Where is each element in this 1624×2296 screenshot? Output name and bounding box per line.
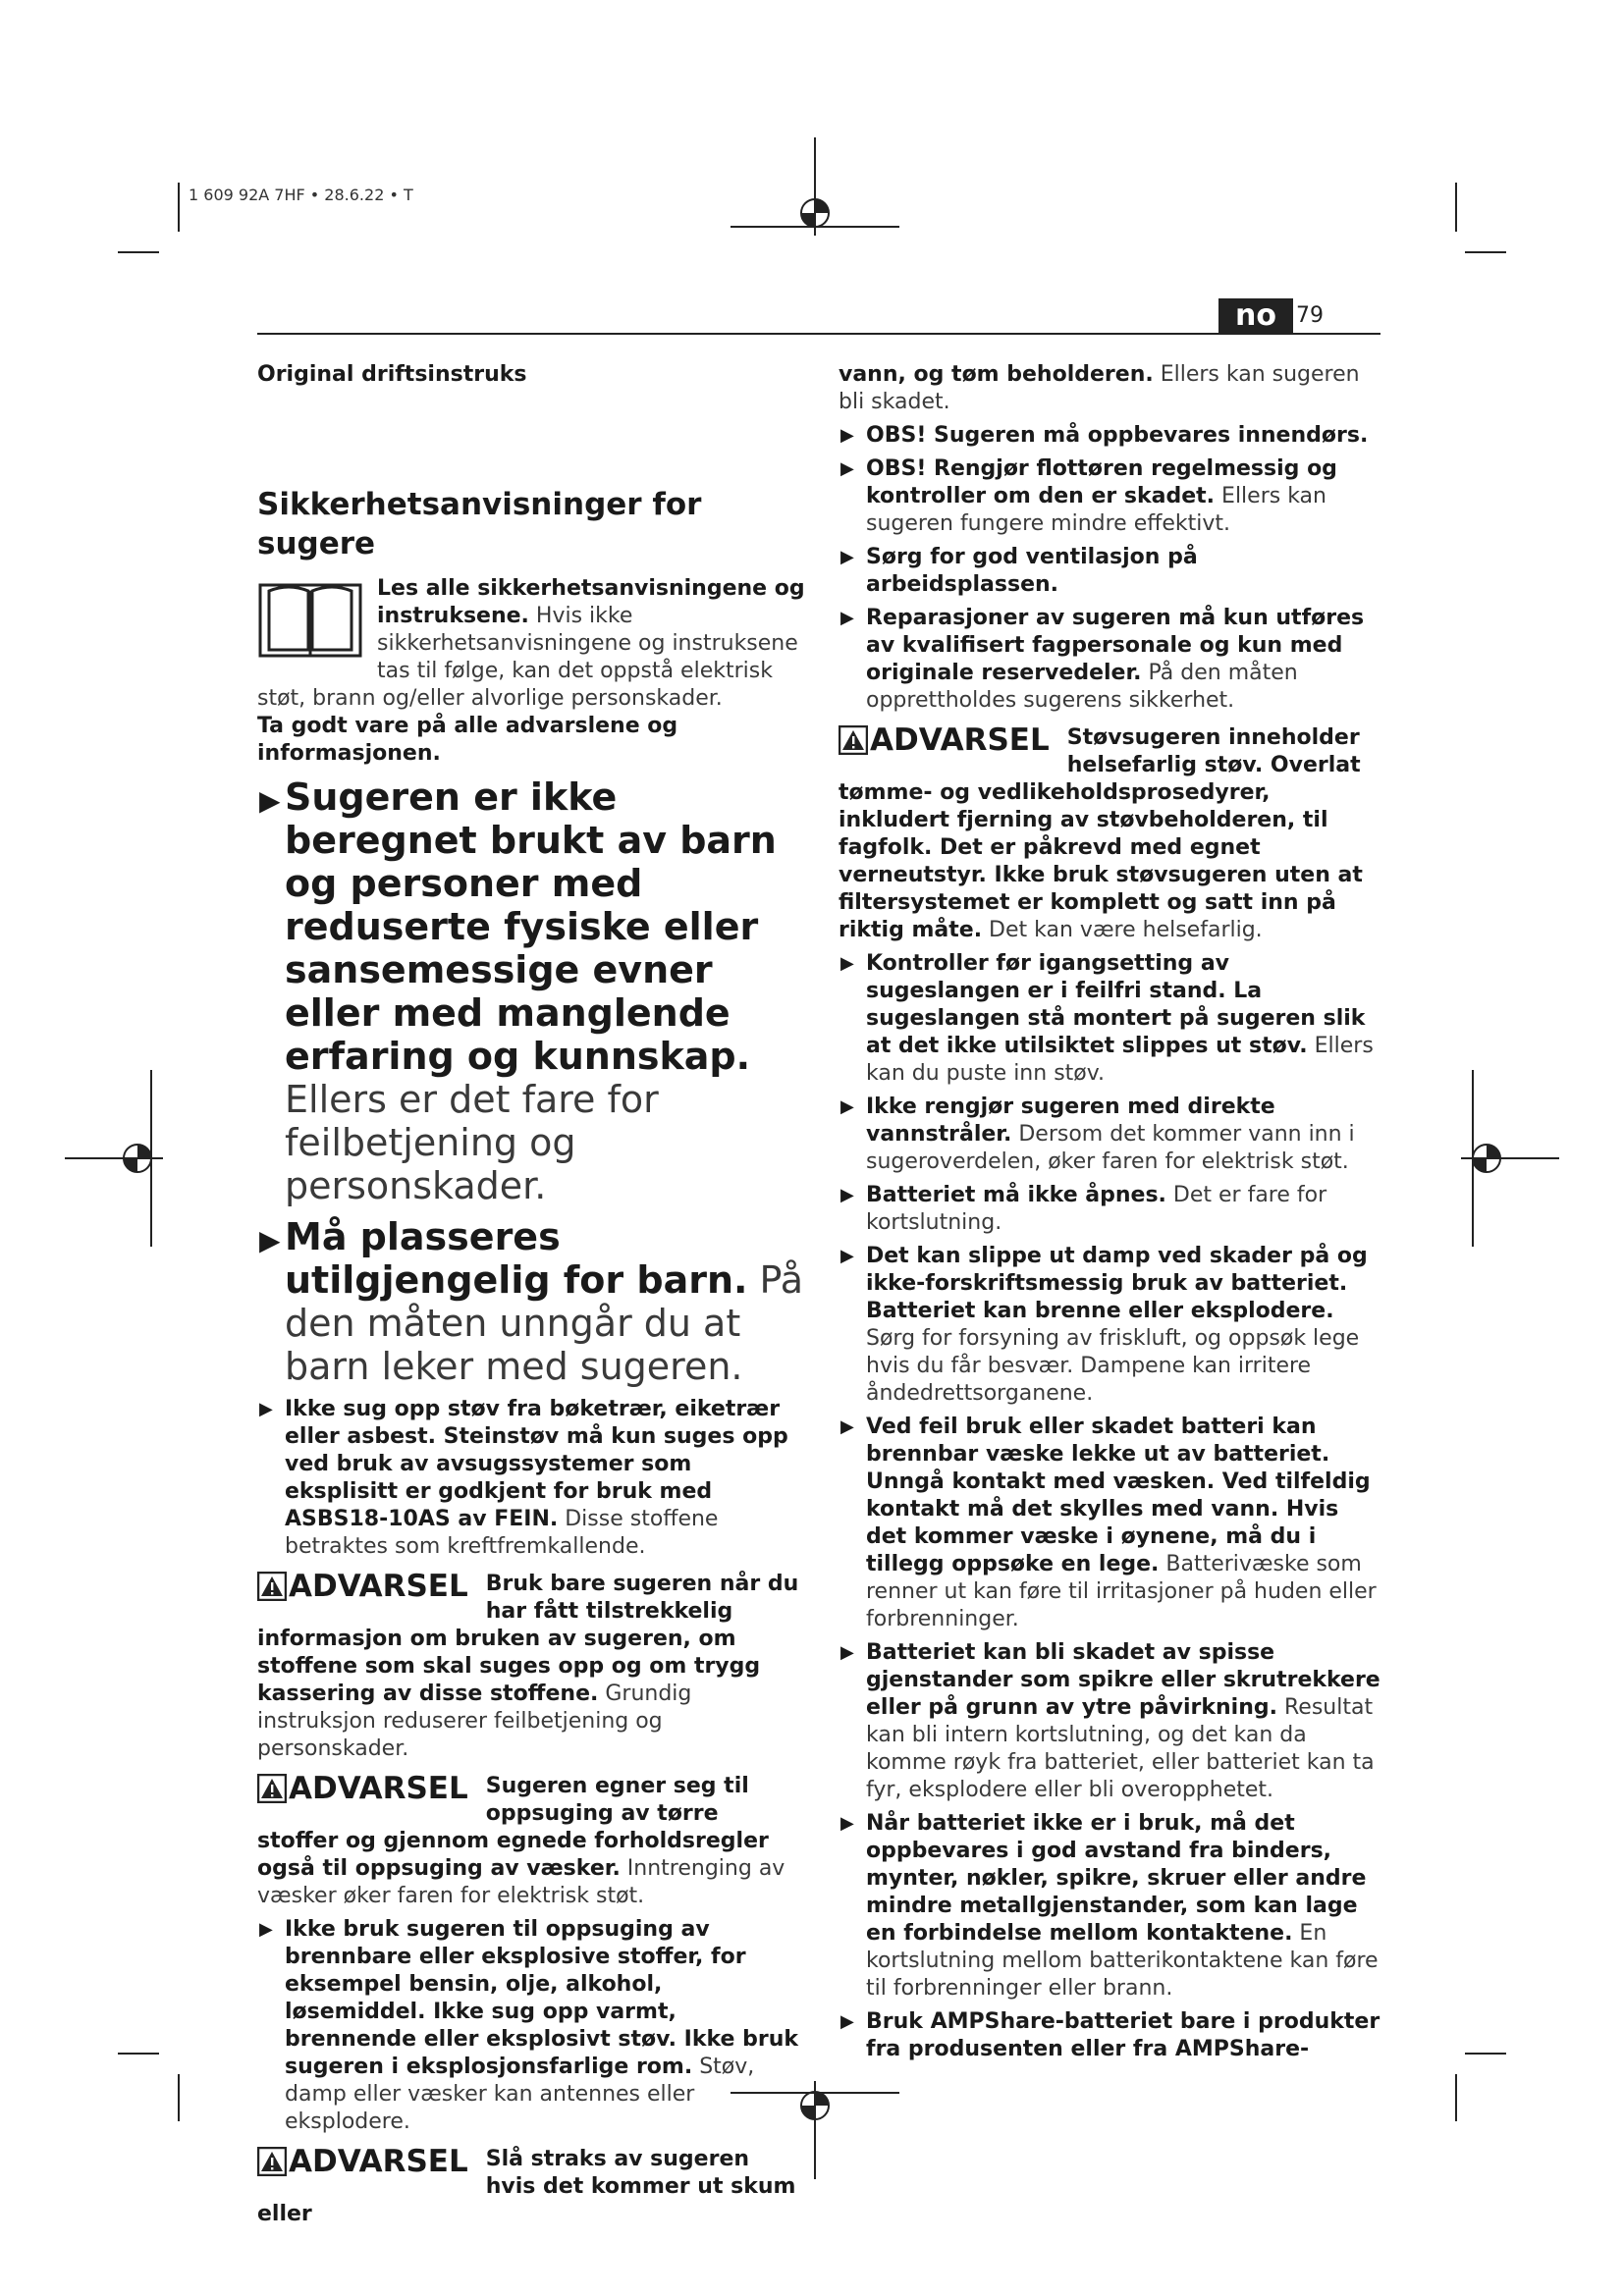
section-title: Sikkerhetsanvisninger for sugere xyxy=(257,487,702,561)
list-item: ▶ Ikke sug opp støv fra bøketrær, eiketrær eller asbest. Steinstøv må kun suges opp ved bruk av avsugssystemer som eksplisitt er godkjent for bruk med ASBS18-10AS av FEIN. Disse stoffene betraktes som kreftfremkallende. xyxy=(259,1397,788,1559)
document-label: Original driftsinstruks xyxy=(257,362,527,387)
list-item: ▶ Må plasseres utilgjengelig for barn. På den måten unngår du at barn leker med sugeren. xyxy=(259,1215,804,1388)
bullet-arrow-icon: ▶ xyxy=(840,953,854,974)
warning-label: ADVARSEL xyxy=(870,722,1050,758)
list-item: ▶ Ikke rengjør sugeren med direkte vannstråler. Dersom det kommer vann inn i sugeroverdelen, øker faren for elektrisk støt. xyxy=(840,1095,1355,1174)
warning-block: ADVARSEL Sugeren egner seg til oppsuging av tørre stoffer og gjennom egnede forholdsregler også til oppsuging av væsker. Inntrenging av væsker øker faren for elektrisk støt. xyxy=(257,1771,785,1908)
crop-mark xyxy=(178,183,180,232)
list-item: ▶ OBS! Sugeren må oppbevares innendørs. xyxy=(840,423,1369,448)
list-item: ▶ Ved feil bruk eller skadet batteri kan brennbar væske lekke ut av batteriet. Unngå kontakt med væsken. Ved tilfeldig kontakt må det skylles med vann. Hvis det kommer væske i øynene, må du i tillegg oppsøke en lege. Batterivæske som renner ut kan føre til irritasjoner på huden eller forbrenninger. xyxy=(840,1415,1377,1631)
crop-mark xyxy=(118,2053,159,2055)
bullet-arrow-icon: ▶ xyxy=(259,1399,273,1419)
warning-block: ADVARSEL Slå straks av sugeren hvis det kommer ut skum eller xyxy=(257,2144,796,2226)
list-item: ▶ Det kan slippe ut damp ved skader på og ikke-forskriftsmessig bruk av batteriet. Batteriet kan brenne eller eksplodere. Sørg for forsyning av friskluft, og oppsøk lege hvis du får besvær. Dampene kan irritere åndedrettsorganene. xyxy=(840,1244,1368,1406)
bullet-arrow-icon: ▶ xyxy=(840,1642,854,1663)
warning-triangle-icon xyxy=(257,1572,287,1601)
warning-triangle-icon xyxy=(257,2147,287,2176)
registration-mark-icon xyxy=(727,137,903,294)
registration-mark-icon xyxy=(1461,1070,1559,1247)
crop-mark xyxy=(1455,183,1457,232)
left-column xyxy=(257,361,805,2234)
bullet-arrow-icon: ▶ xyxy=(840,547,854,567)
bullet-arrow-icon: ▶ xyxy=(840,458,854,479)
language-badge: no xyxy=(1218,298,1293,334)
warning-label: ADVARSEL xyxy=(289,1771,468,1806)
right-column xyxy=(839,361,1386,2069)
bullet-arrow-icon: ▶ xyxy=(840,1096,854,1117)
page-number: 79 xyxy=(1296,303,1324,328)
list-item: ▶ Reparasjoner av sugeren må kun utføres av kvalifisert fagpersonale og kun med originale reservedeler. På den måten opprettholdes sugerens sikkerhet. xyxy=(840,606,1365,713)
intro-paragraph xyxy=(257,575,805,713)
header-rule xyxy=(257,333,1380,335)
bullet-arrow-icon: ▶ xyxy=(840,1813,854,1834)
warning-triangle-icon xyxy=(839,725,868,755)
crop-mark xyxy=(1455,2074,1457,2121)
crop-mark xyxy=(1465,2053,1506,2055)
warning-block: ADVARSEL Støvsugeren inneholder helsefarlig støv. Overlat tømme- og vedlikeholdsprosedyrer, inkludert fjerning av støvbeholderen, til fagfolk. Det er påkrevd med egnet verneutstyr. Ikke bruk støvsugeren uten at filtersystemet er komplett og satt inn på riktig måte. Det kan være helsefarlig. xyxy=(839,722,1363,942)
continued-paragraph: vann, og tøm beholderen. Ellers kan sugeren bli skadet. xyxy=(839,362,1360,414)
warning-block: ADVARSEL Bruk bare sugeren når du har fått tilstrekkelig informasjon om bruken av sugeren, om stoffene som skal suges opp og om trygg kassering av disse stoffene. Grundig instruksjon reduserer feilbetjening og personskader. xyxy=(257,1569,799,1761)
bullet-arrow-icon: ▶ xyxy=(840,608,854,628)
bullet-arrow-icon: ▶ xyxy=(840,1246,854,1266)
crop-mark xyxy=(118,251,159,253)
bullet-arrow-icon: ▶ xyxy=(840,1416,854,1437)
bullet-arrow-icon: ▶ xyxy=(840,1185,854,1205)
print-slug: 1 609 92A 7HF • 28.6.22 • T xyxy=(189,186,413,204)
list-item: ▶ Sørg for god ventilasjon på arbeidsplassen. xyxy=(840,545,1198,597)
list-item: ▶ OBS! Rengjør flottøren regelmessig og kontroller om den er skadet. Ellers kan sugeren fungere mindre effektivt. xyxy=(840,456,1337,536)
list-item: ▶ Ikke bruk sugeren til oppsuging av brennbare eller eksplosive stoffer, for eksempel bensin, olje, alkohol, løsemiddel. Ikke sug opp varmt, brennende eller eksplosivt støv. Ikke bruk sugeren i eksplosjonsfarlige rom. Støv, damp eller væsker kan antennes eller eksplodere. xyxy=(259,1917,799,2134)
list-item: ▶ Bruk AMPShare-batteriet bare i produkter fra produsenten eller fra AMPShare- xyxy=(840,2009,1380,2061)
crop-mark xyxy=(1465,251,1506,253)
bullet-arrow-icon: ▶ xyxy=(259,1919,273,1940)
intro-bold: Les alle sikkerhetsanvisningene og instruksene. xyxy=(377,576,805,628)
list-item: ▶ Batteriet kan bli skadet av spisse gjenstander som spikre eller skrutrekkere eller på grunn av ytre påvirkning. Resultat kan bli intern kortslutning, og det kan da komme røyk fra batteriet, eller batteriet kan ta fyr, eksplodere eller bli overopphetet. xyxy=(840,1640,1380,1802)
list-item: ▶ Når batteriet ikke er i bruk, må det oppbevares i god avstand fra binders, mynter, nøkler, spikre, skruer eller andre mindre metallgjenstander, som kan lage en forbindelse mellom kontaktene. En kortslutning mellom batterikontaktene kan føre til forbrenninger eller brann. xyxy=(840,1811,1379,2001)
list-item: ▶ Batteriet må ikke åpnes. Det er fare for kortslutning. xyxy=(840,1183,1327,1235)
warning-label: ADVARSEL xyxy=(289,2144,468,2179)
read-manual-icon xyxy=(257,577,363,662)
keep-note: Ta godt vare på alle advarslene og informasjonen. xyxy=(257,714,678,766)
list-item: ▶ Sugeren er ikke beregnet brukt av barn og personer med reduserte fysiske eller sansemessige evner eller med manglende erfaring og kunnskap. Ellers er det fare for feilbetjening og personskader. xyxy=(259,775,777,1207)
warning-label: ADVARSEL xyxy=(289,1569,468,1604)
warning-triangle-icon xyxy=(257,1774,287,1803)
bullet-arrow-icon: ▶ xyxy=(840,425,854,446)
registration-mark-icon xyxy=(65,1070,163,1247)
bullet-arrow-icon: ▶ xyxy=(840,2011,854,2032)
bullet-arrow-icon: ▶ xyxy=(259,1224,281,1256)
list-item: ▶ Kontroller før igangsetting av sugeslangen er i feilfri stand. La sugeslangen stå montert på sugeren slik at det ikke utilsiktet slippes ut støv. Ellers kan du puste inn støv. xyxy=(840,951,1374,1086)
crop-mark xyxy=(178,2074,180,2121)
intro-text: Hvis ikke sikkerhetsanvisningene og instruksene tas til følge, kan det oppstå elektrisk støt, brann og/eller alvorlige personskader. xyxy=(257,604,798,711)
bullet-arrow-icon: ▶ xyxy=(259,784,281,817)
